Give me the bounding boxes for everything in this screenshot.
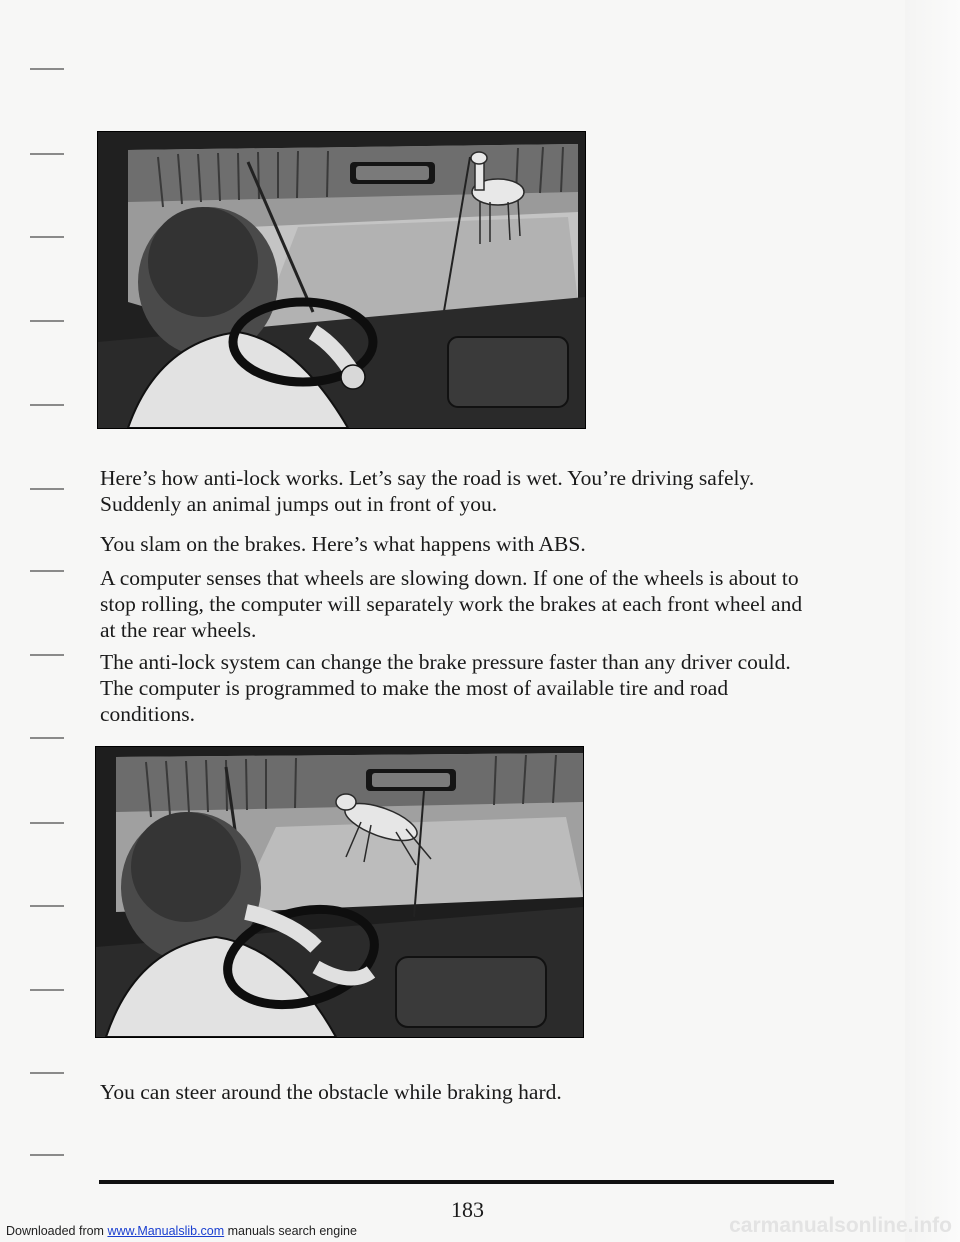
margin-mark — [30, 570, 64, 572]
margin-mark — [30, 488, 64, 490]
margin-mark — [30, 989, 64, 991]
page-number: 183 — [451, 1197, 484, 1222]
watermark: carmanualsonline.info — [729, 1214, 952, 1237]
margin-mark — [30, 822, 64, 824]
margin-mark — [30, 905, 64, 907]
margin-mark — [30, 153, 64, 155]
margin-mark — [30, 1072, 64, 1074]
illustration-driver-sees-deer — [97, 131, 586, 429]
footer-suffix: manuals search engine — [224, 1224, 357, 1238]
paragraph-intro: Here’s how anti-lock works. Let’s say the road is wet. You’re driving safely. Suddenly an animal jumps out in front of you. — [100, 466, 755, 516]
margin-mark — [30, 1154, 64, 1156]
download-footer — [6, 1224, 357, 1238]
margin-mark — [30, 654, 64, 656]
paragraph-steer: You can steer around the obstacle while braking hard. — [100, 1080, 562, 1104]
footer-prefix: Downloaded from — [6, 1224, 108, 1238]
margin-mark — [30, 236, 64, 238]
margin-mark — [30, 737, 64, 739]
margin-mark — [30, 68, 64, 70]
footer-rule — [99, 1180, 834, 1184]
paragraph-pressure: The anti-lock system can change the brake pressure faster than any driver could. The computer is programmed to make the most of available tire and road conditions. — [100, 650, 791, 726]
paragraph-brakes: You slam on the brakes. Here’s what happens with ABS. — [100, 532, 586, 556]
illustration-steering-around-deer — [95, 746, 584, 1038]
paragraph-computer: A computer senses that wheels are slowing down. If one of the wheels is about to stop rolling, the computer will separately work the brakes at each front wheel and at the rear wheels. — [100, 566, 803, 642]
page-edge-shade — [905, 0, 960, 1242]
margin-mark — [30, 320, 64, 322]
margin-mark — [30, 404, 64, 406]
manualslib-link[interactable]: www.Manualslib.com — [107, 1224, 225, 1238]
